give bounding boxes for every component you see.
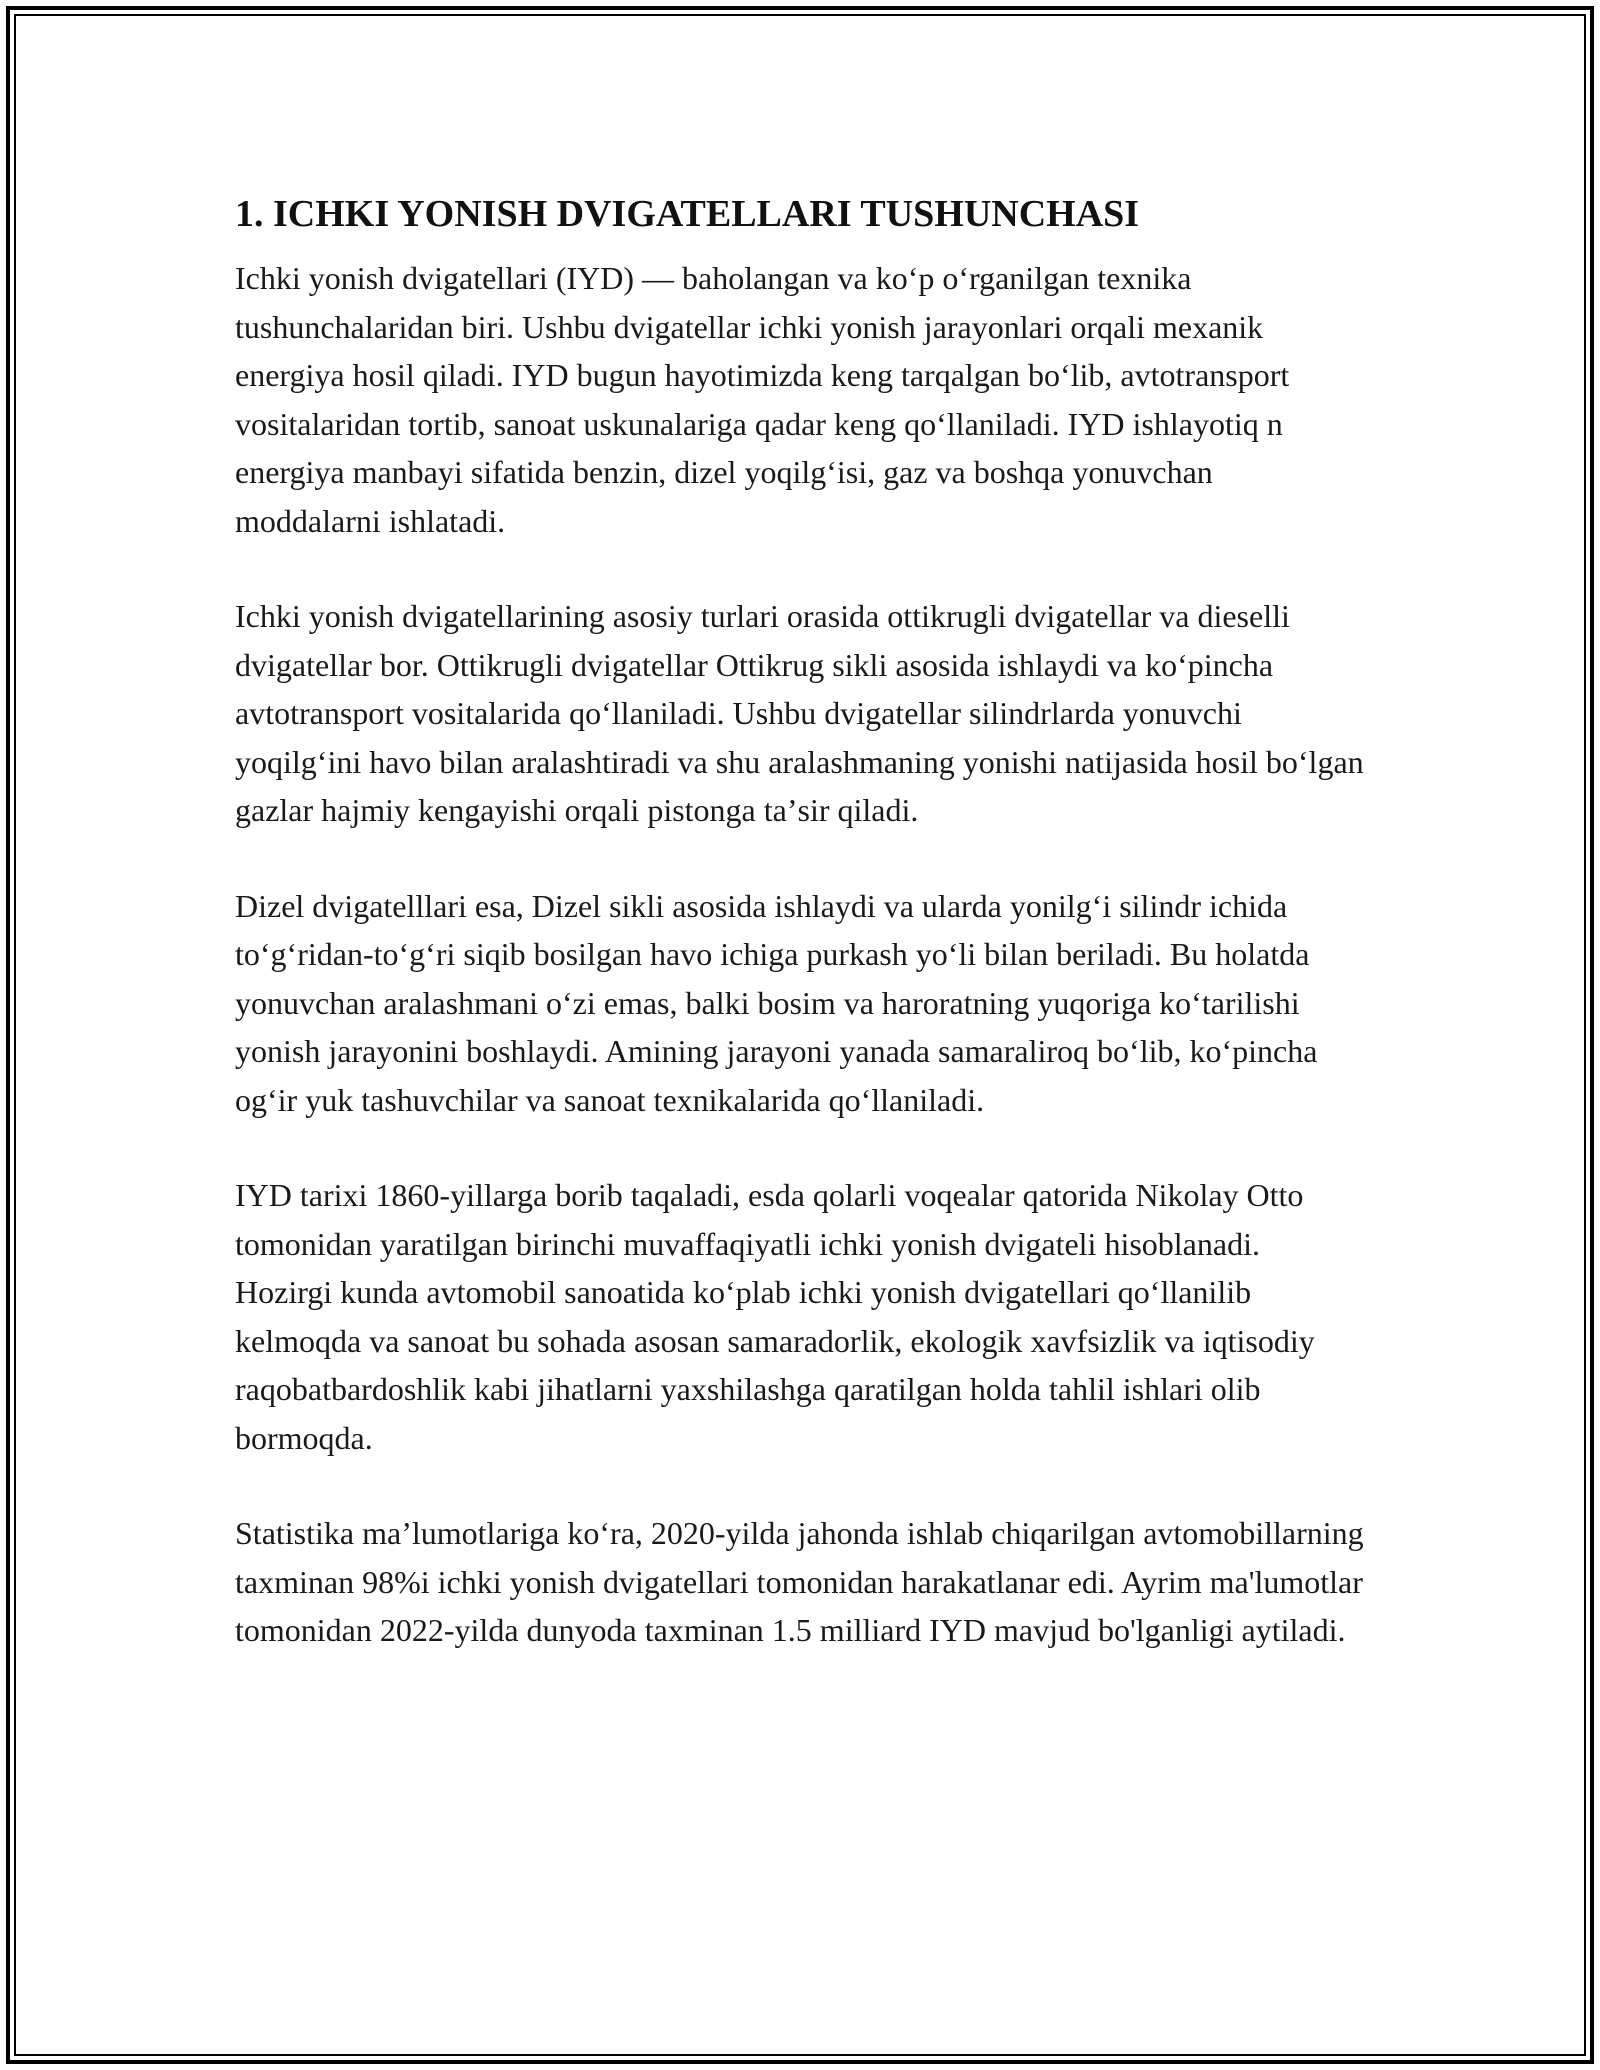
paragraph-2: Ichki yonish dvigatellarining asosiy turlari orasida ottikrugli dvigatellar va dieselli dvigatellar bor. Ottikrugli dvigatellar Ottikrug sikli asosida ishlaydi va koʻpincha avtotransport vositalarida qoʻllaniladi. Ushbu dvigatellar silindrlarda yonuvchi yoqilgʻini havo bilan aralashtiradi va shu aralashmaning yonishi natijasida hosil boʻlgan gazlar hajmiy kengayishi orqali pistonga taʼsir qiladi. <box>235 598 1364 828</box>
paragraph-5: Statistika maʼlumotlariga koʻra, 2020-yilda jahonda ishlab chiqarilgan avtomobillarning taxminan 98%i ichki yonish dvigatellari tomonidan harakatlanar edi. Ayrim ma'lumotlar tomonidan 2022-yilda dunyoda taxminan 1.5 milliard IYD mavjud bo'lganligi aytiladi. <box>235 1515 1364 1648</box>
paragraph-4: IYD tarixi 1860-yillarga borib taqaladi, esda qolarli voqealar qatorida Nikolay Otto tomonidan yaratilgan birinchi muvaffaqiyatli ichki yonish dvigateli hisoblanadi. Hozirgi kunda avtomobil sanoatida koʻplab ichki yonish dvigatellari qoʻllanilib kelmoqda va sanoat bu sohada asosan samaradorlik, ekologik xavfsizlik va iqtisodiy raqobatbardoshlik kabi jihatlarni yaxshilashga qaratilgan holda tahlil ishlari olib bormoqda. <box>235 1177 1315 1456</box>
document-body <box>235 190 1365 1702</box>
document-title: 1. ICHKI YONISH DVIGATELLARI TUSHUNCHASI <box>235 193 1140 235</box>
paragraph-1: Ichki yonish dvigatellari (IYD) — baholangan va koʻp oʻrganilgan texnika tushunchalaridan biri. Ushbu dvigatellar ichki yonish jarayonlari orqali mexanik energiya hosil qiladi. IYD bugun hayotimizda keng tarqalgan boʻlib, avtotransport vositalaridan tortib, sanoat uskunalariga qadar keng qoʻllaniladi. IYD ishlayotiq n energiya manbayi sifatida benzin, dizel yoqilgʻisi, gaz va boshqa yonuvchan moddalarni ishlatadi. <box>235 260 1290 539</box>
paragraph-3: Dizel dvigatelllari esa, Dizel sikli asosida ishlaydi va ularda yonilgʻi silindr ichida toʻgʻridan-toʻgʻri siqib bosilgan havo ichiga purkash yoʻli bilan beriladi. Bu holatda yonuvchan aralashmani oʻzi emas, balki bosim va haroratning yuqoriga koʻtarilishi yonish jarayonini boshlaydi. Amining jarayoni yanada samaraliroq boʻlib, koʻpincha ogʻir yuk tashuvchilar va sanoat texnikalarida qoʻllaniladi. <box>235 887 1318 1118</box>
